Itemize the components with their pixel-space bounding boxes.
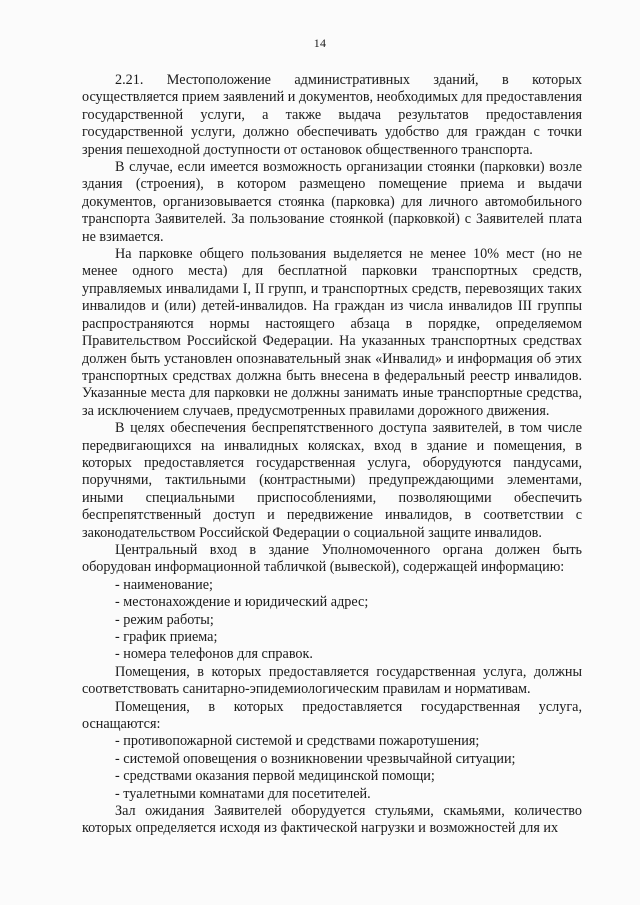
list-item: - туалетными комнатами для посетителей. xyxy=(115,785,371,802)
paragraph-location: 2.21. Местоположение административных зданий, в которых осуществляется прием заявлений и документов, необходимых для предоставления государственной услуги, а также выдача результатов предоставления государственной услуги, должно обеспечивать удобство для граждан с точки зрения пешеходной доступности от остановок общественного транспорта. xyxy=(82,72,582,158)
list-item: - режим работы; xyxy=(115,611,214,628)
list-item: - противопожарной системой и средствами пожаротушения; xyxy=(115,733,480,750)
list-item: - график приема; xyxy=(115,629,218,645)
equipment-list xyxy=(82,733,582,803)
list-item: - системой оповещения о возникновении чрезвычайной ситуации; xyxy=(115,750,516,767)
page-number: 14 xyxy=(313,36,327,50)
paragraph-accessibility: В целях обеспечения беспрепятственного доступа заявителей, в том числе передвигающихся на инвалидных колясках, вход в здание и помещения, в которых предоставляется государственная услуга, оборудуются пандусами, поручнями, тактильными (контрастными) предупреждающими элементами, иными специальными приспособлениями, позволяющими обеспечить беспрепятственный доступ и передвижение инвалидов, в соответствии с законодательством Российской Федерации о социальной защите инвалидов. xyxy=(82,420,582,541)
list-item: - местонахождение и юридический адрес; xyxy=(115,594,369,611)
paragraph-equipment-intro: Помещения, в которых предоставляется государственная услуга, оснащаются: xyxy=(82,698,582,733)
paragraph-parking: В случае, если имеется возможность организации стоянки (парковки) возле здания (строения), в котором размещено помещение приема и выдачи документов, организовывается стоянка (парковка) для личного автомобильного транспорта Заявителей. За пользование стоянкой (парковкой) с Заявителей плата не взимается. xyxy=(82,159,582,245)
entrance-info-list xyxy=(82,577,582,664)
list-item: - номера телефонов для справок. xyxy=(115,646,313,663)
list-item: - наименование; xyxy=(115,576,213,593)
paragraph-sanitary: Помещения, в которых предоставляется государственная услуга, должны соответствовать санитарно-эпидемиологическим правилам и нормативам. xyxy=(82,663,582,698)
list-item: - средствами оказания первой медицинской помощи; xyxy=(115,768,435,785)
document-body xyxy=(82,72,582,838)
paragraph-disabled-parking: На парковке общего пользования выделяется не менее 10% мест (но не менее одного места) для бесплатной парковки транспортных средств, управляемых инвалидами I, II групп, и транспортных средств, перевозящих таких инвалидов и (или) детей-инвалидов. На граждан из числа инвалидов III группы распространяются нормы настоящего абзаца в порядке, определяемом Правительством Российской Федерации. На указанных транспортных средствах должен быть установлен опознавательный знак «Инвалид» и информация об этих транспортных средствах должна быть внесена в федеральный реестр инвалидов. Указанные места для парковки не должны занимать иные транспортные средства, за исключением случаев, предусмотренных правилами дорожного движения. xyxy=(82,246,582,419)
paragraph-waiting-hall: Зал ожидания Заявителей оборудуется стульями, скамьями, количество которых определяется исходя из фактической нагрузки и возможностей для их xyxy=(82,803,582,837)
paragraph-entrance-sign: Центральный вход в здание Уполномоченного органа должен быть оборудован информационной табличкой (вывеской), содержащей информацию: xyxy=(82,541,582,576)
